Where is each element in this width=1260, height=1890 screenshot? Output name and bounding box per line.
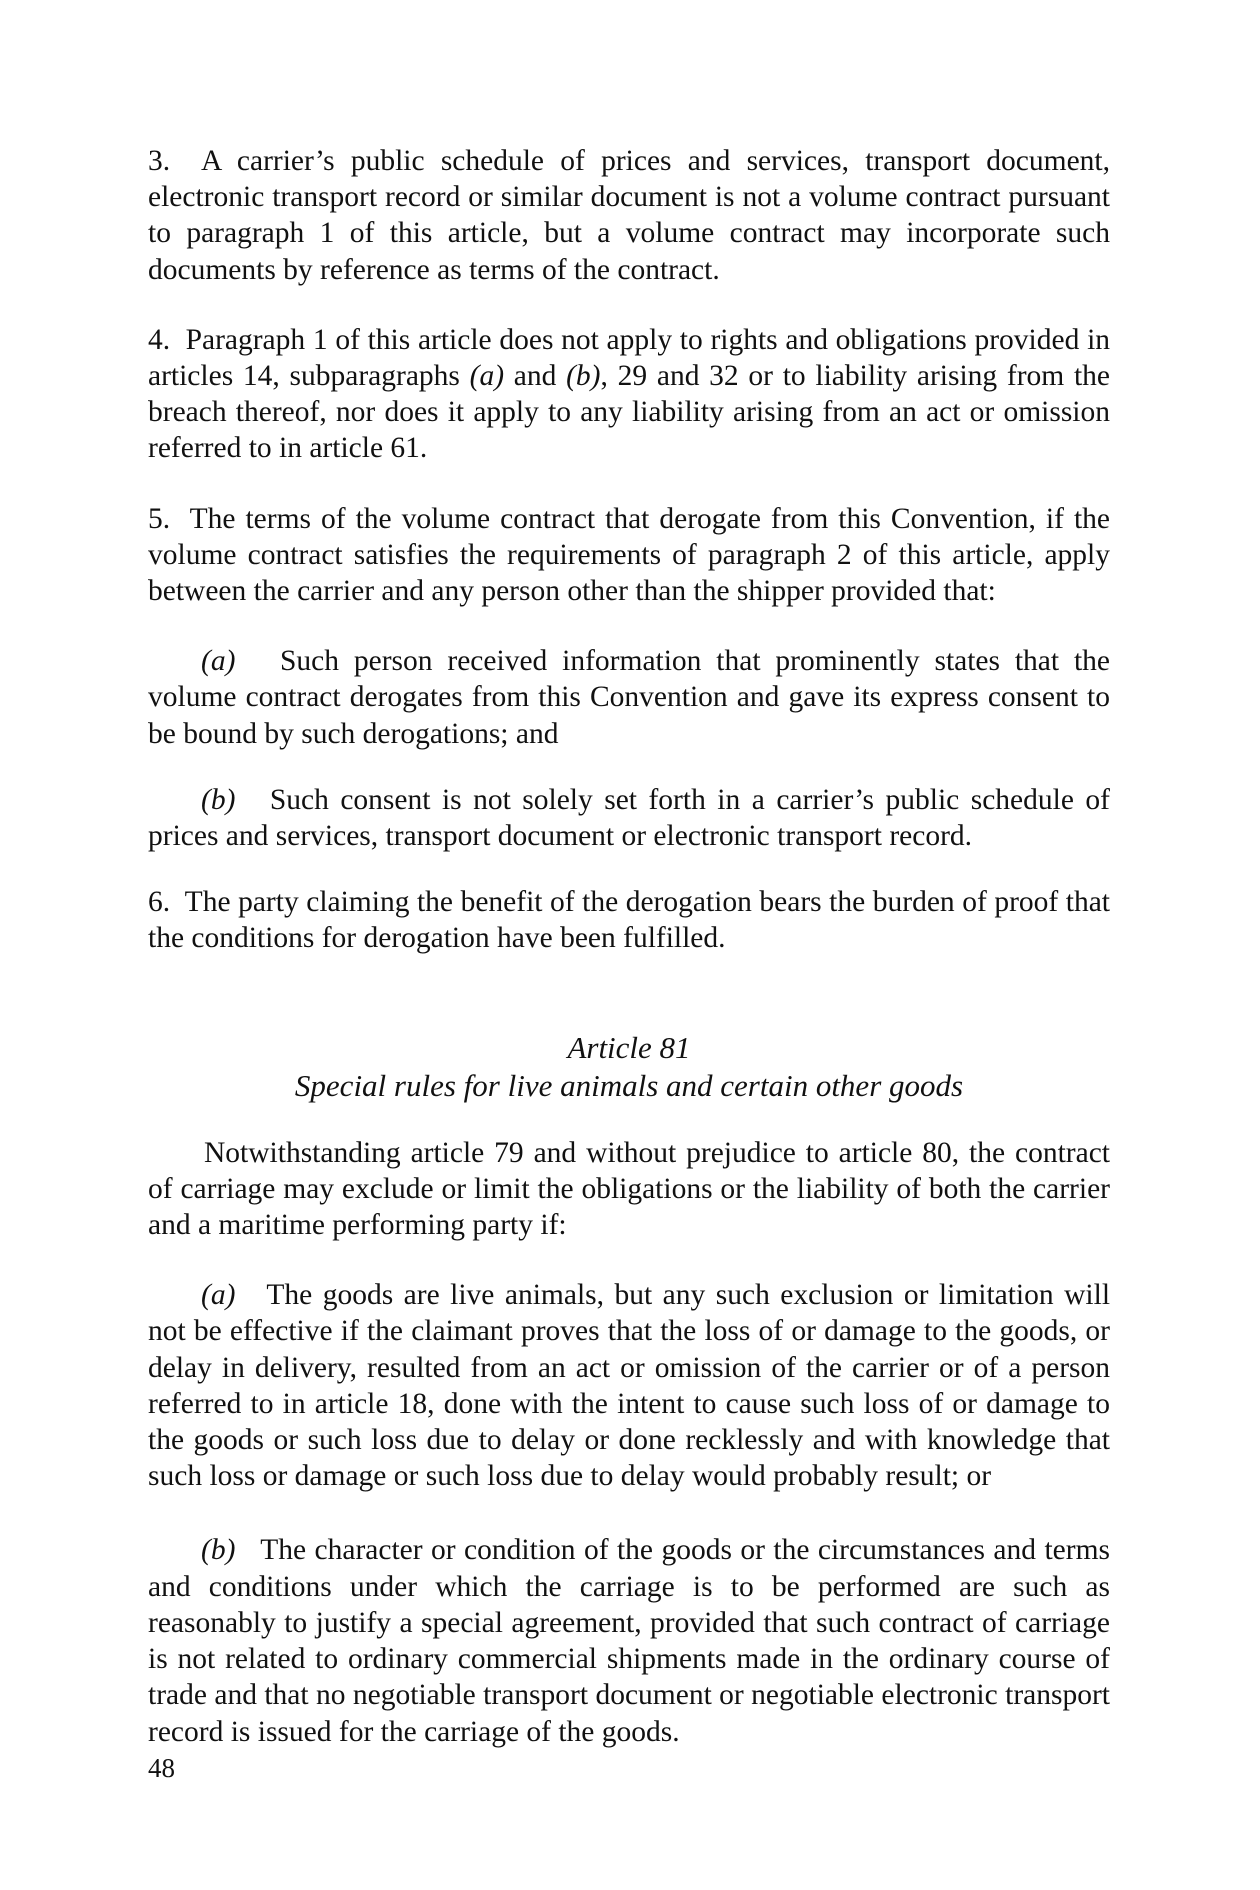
paragraph-text: The party claiming the benefit of the derogation bears the burden of proof that the conditions for derogation have been fulfilled. [148,886,1110,955]
item-label: (b) [201,1534,236,1567]
subparagraph-label: (a) [201,645,236,678]
article-intro: Notwithstanding article 79 and without prejudice to article 80, the contract of carriage may exclude or limit the obligations or the liability of both the carrier and a maritime performing party if: [148,1136,1110,1242]
paragraph-text: Paragraph 1 of this article does not apply to rights and obligations provided in articles 14, subparagraphs [148,323,1111,393]
paragraph-text: , 29 and 32 or to liability arising from the breach thereof, nor does it apply to any liability arising from an act or omission referred to in article 61. [148,360,1111,465]
article-item-a [148,1277,1110,1494]
subparagraph-ref-a: (a) [469,360,505,393]
paragraph-number: 3. [148,145,171,177]
item-label: (a) [201,1279,236,1312]
article-number: Article 81 [567,1029,691,1065]
document-page [148,143,1110,1784]
article-item-b [148,1532,1110,1749]
paragraph-text: A carrier’s public schedule of prices and services, transport document, electronic transport record or similar document is not a volume contract pursuant to paragraph 1 of this article, but a volume contract may incorporate such documents by reference as terms of the contract. [148,145,1111,286]
subparagraph-text: Such person received information that prominently states that the volume contract derogates from this Convention and gave its express consent to be bound by such derogations; and [148,645,1111,750]
paragraph-3 [148,143,1110,288]
subparagraph-text: Such consent is not solely set forth in a carrier’s public schedule of prices and services, transport document or electronic transport record. [148,783,1110,853]
item-text: The goods are live animals, but any such exclusion or limitation will not be effective if the claimant proves that the loss of or damage to the goods, or delay in delivery, resulted from an act or omission of the carrier or of a person referred to in article 18, done with the intent to cause such loss of or damage to the goods or such loss due to delay or done recklessly and with knowledge that such loss or damage or such loss due to delay would probably result; or [148,1279,1111,1493]
page-number: 48 [148,1753,175,1783]
item-text: The character or condition of the goods or the circumstances and terms and conditions under which the carriage is to be performed are such as reasonably to justify a special agreement, provided that such contract of carriage is not related to ordinary commercial shipments made in the ordinary course of trade and that no negotiable transport document or negotiable electronic transport record is issued for the carriage of the goods. [148,1534,1111,1748]
paragraph-6 [148,884,1110,956]
subparagraph-5a [148,643,1110,752]
paragraph-number: 5. [148,502,171,535]
article-title: Special rules for live animals and certain other goods [294,1067,964,1103]
paragraph-number: 4. [148,323,171,356]
paragraph-5 [148,501,1110,610]
paragraph-text: The terms of the volume contract that derogate from this Convention, if the volume contract satisfies the requirements of paragraph 2 of this article, apply between the carrier and any person other than the shipper provided that: [148,502,1110,608]
subparagraph-label: (b) [201,783,236,816]
paragraph-text: and [504,360,567,393]
subparagraph-5b [148,782,1110,854]
subparagraph-ref-b: (b) [566,360,601,393]
paragraph-number: 6. [148,886,171,919]
paragraph-4 [148,322,1110,467]
